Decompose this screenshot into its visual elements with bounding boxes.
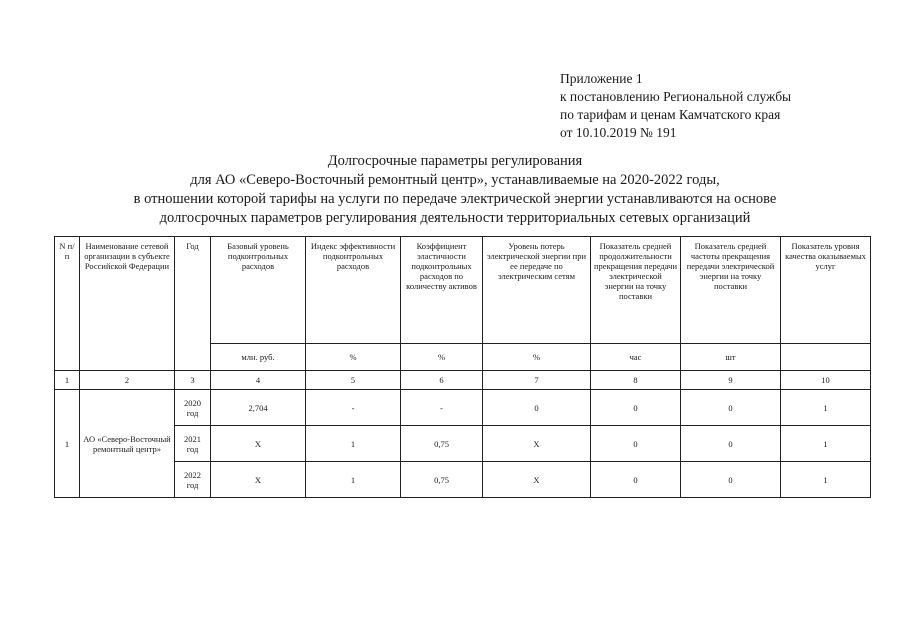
header-cell-duration: Показатель средней продолжительности прекращения передачи электрической энергии на точку поставки — [591, 237, 681, 344]
year-cell: 2022 год — [175, 462, 211, 498]
appendix-line: от 10.10.2019 № 191 — [560, 125, 677, 140]
document-title — [60, 152, 850, 228]
title-line: Долгосрочные параметры регулирования — [327, 153, 583, 169]
losses-cell: X — [483, 426, 591, 462]
column-number: 9 — [681, 371, 781, 390]
header-cell-number: N п/п — [55, 237, 80, 371]
base-level-cell: X — [211, 426, 306, 462]
column-number: 10 — [781, 371, 871, 390]
column-number: 3 — [175, 371, 211, 390]
frequency-cell: 0 — [681, 426, 781, 462]
header-cell-org-name: Наименование сетевой организации в субъекте Российской Федерации — [80, 237, 175, 371]
column-numbers-row — [55, 371, 871, 390]
org-name-cell: АО «Северо-Восточный ремонтный центр» — [80, 390, 175, 498]
efficiency-index-cell: 1 — [306, 462, 401, 498]
column-number: 2 — [80, 371, 175, 390]
table-row — [55, 390, 871, 426]
unit-cell: млн. руб. — [211, 344, 306, 371]
duration-cell: 0 — [591, 426, 681, 462]
header-cell-quality: Показатель уровня качества оказываемых услуг — [781, 237, 871, 344]
appendix-line: Приложение 1 — [560, 71, 643, 86]
base-level-cell: 2,704 — [211, 390, 306, 426]
column-number: 5 — [306, 371, 401, 390]
efficiency-index-cell: - — [306, 390, 401, 426]
header-cell-base-level: Базовый уровень подконтрольных расходов — [211, 237, 306, 344]
losses-cell: 0 — [483, 390, 591, 426]
elasticity-cell: - — [401, 390, 483, 426]
title-line: в отношении которой тарифы на услуги по передаче электрической энергии устанавливаются на основе — [133, 191, 777, 207]
header-cell-frequency: Показатель средней частоты прекращения передачи электрической энергии на точку поставки — [681, 237, 781, 344]
column-number: 8 — [591, 371, 681, 390]
header-cell-losses: Уровень потерь электрической энергии при ее передаче по электрическим сетям — [483, 237, 591, 344]
org-number-cell: 1 — [55, 390, 80, 498]
unit-cell — [781, 344, 871, 371]
unit-cell: % — [401, 344, 483, 371]
column-number: 7 — [483, 371, 591, 390]
year-cell: 2020 год — [175, 390, 211, 426]
frequency-cell: 0 — [681, 462, 781, 498]
parameters-table — [54, 236, 871, 498]
unit-cell: час — [591, 344, 681, 371]
column-number: 4 — [211, 371, 306, 390]
efficiency-index-cell: 1 — [306, 426, 401, 462]
elasticity-cell: 0,75 — [401, 426, 483, 462]
appendix-block — [560, 70, 791, 142]
year-cell: 2021 год — [175, 426, 211, 462]
appendix-line: к постановлению Региональной службы — [560, 89, 792, 104]
header-cell-efficiency-index: Индекс эффективности подконтрольных расходов — [306, 237, 401, 344]
quality-cell: 1 — [781, 390, 871, 426]
table-row — [55, 426, 871, 462]
frequency-cell: 0 — [681, 390, 781, 426]
header-cell-year: Год — [175, 237, 211, 371]
losses-cell: X — [483, 462, 591, 498]
quality-cell: 1 — [781, 426, 871, 462]
title-line: для АО «Северо-Восточный ремонтный центр», устанавливаемые на 2020-2022 годы, — [190, 172, 720, 188]
duration-cell: 0 — [591, 462, 681, 498]
appendix-line: по тарифам и ценам Камчатского края — [560, 107, 781, 122]
table-row — [55, 462, 871, 498]
elasticity-cell: 0,75 — [401, 462, 483, 498]
base-level-cell: X — [211, 462, 306, 498]
column-number: 6 — [401, 371, 483, 390]
quality-cell: 1 — [781, 462, 871, 498]
unit-cell: % — [306, 344, 401, 371]
duration-cell: 0 — [591, 390, 681, 426]
unit-cell: % — [483, 344, 591, 371]
header-row — [55, 237, 871, 344]
unit-cell: шт — [681, 344, 781, 371]
header-cell-elasticity: Коэффициент эластичности подконтрольных расходов по количеству активов — [401, 237, 483, 344]
title-line: долгосрочных параметров регулирования деятельности территориальных сетевых организаций — [159, 210, 751, 226]
column-number: 1 — [55, 371, 80, 390]
